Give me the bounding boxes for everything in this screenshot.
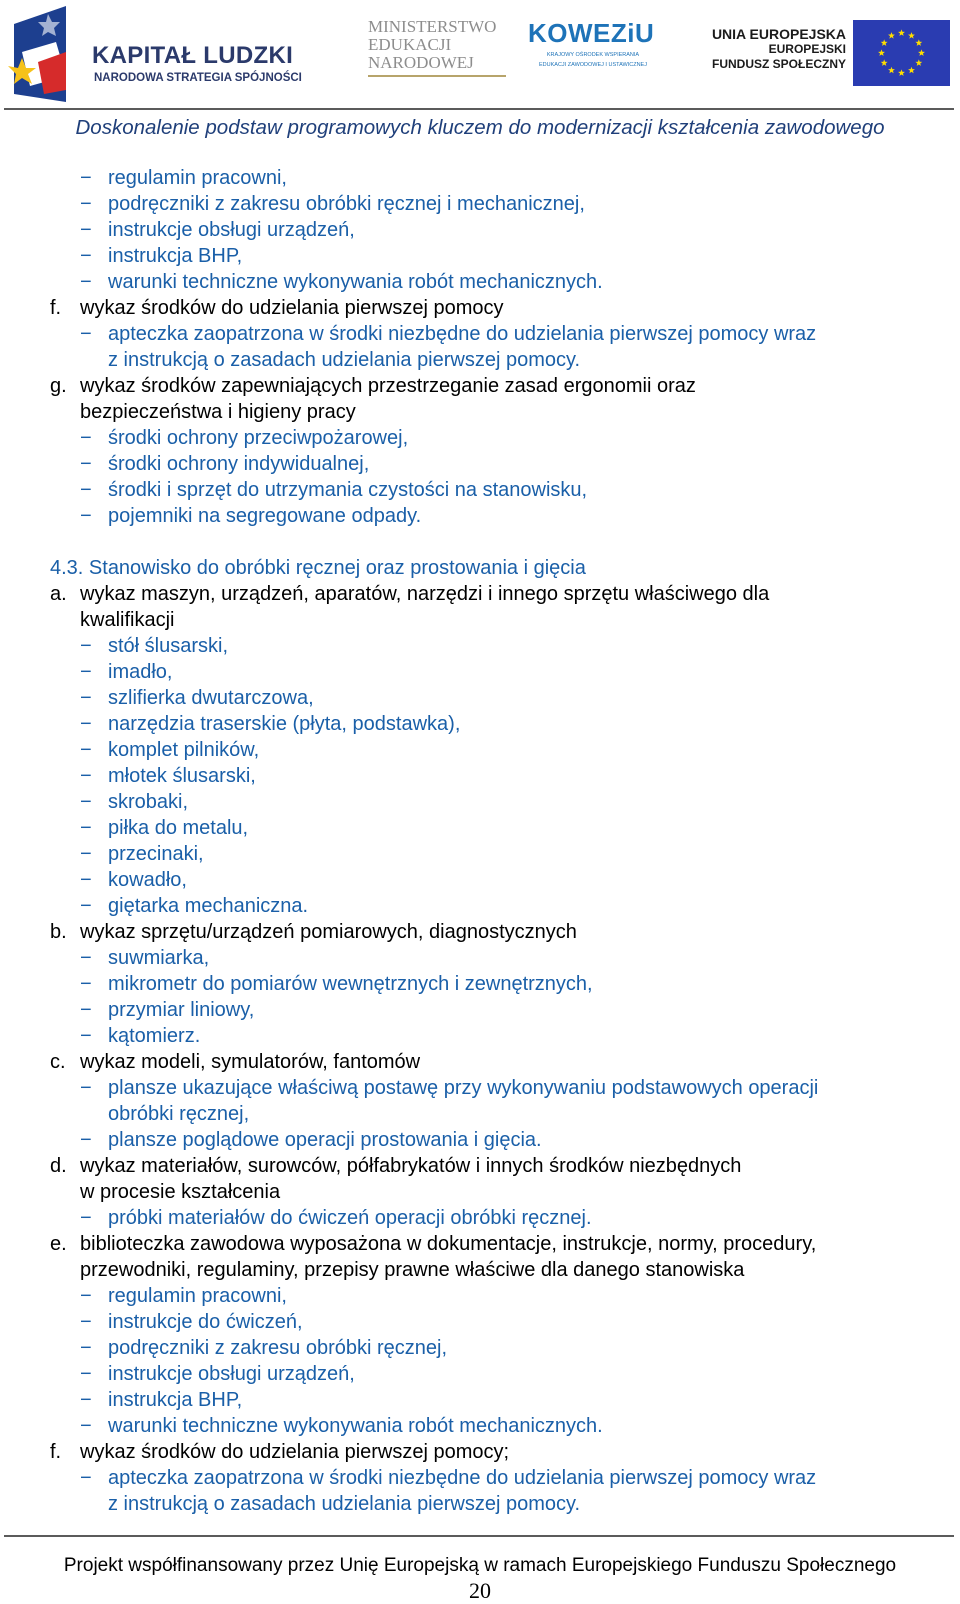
- bullet-text: komplet pilników,: [108, 739, 260, 761]
- section-letter: f.: [50, 1441, 62, 1463]
- section-text: wykaz środków do udzielania pierwszej pomocy: [80, 297, 504, 319]
- bullet-text: suwmiarka,: [108, 947, 210, 969]
- bullet-text: młotek ślusarski,: [108, 765, 256, 787]
- bullet-item: [0, 1309, 960, 1335]
- kapital-ludzki-title: KAPITAŁ LUDZKI: [92, 42, 294, 69]
- bullet-text: przecinaki,: [108, 843, 204, 865]
- dash-bullet-icon: −: [80, 505, 92, 527]
- bullet-text: przymiar liniowy,: [108, 999, 255, 1021]
- subsection-heading: [0, 555, 960, 581]
- document-title: Doskonalenie podstaw programowych kluczem do modernizacji kształcenia zawodowego: [75, 116, 885, 139]
- section-item: [0, 581, 960, 607]
- dash-bullet-icon: −: [80, 713, 92, 735]
- eu-text-2: EUROPEJSKI: [768, 42, 846, 56]
- bullet-text: z instrukcją o zasadach udzielania pierwszej pomocy.: [108, 1493, 581, 1515]
- section-letter: c.: [50, 1051, 66, 1073]
- bullet-item: [0, 841, 960, 867]
- section-text: kwalifikacji: [80, 609, 175, 631]
- dash-bullet-icon: −: [80, 1311, 92, 1333]
- section-item-continuation: [0, 607, 960, 633]
- bullet-text: regulamin pracowni,: [108, 167, 287, 189]
- bullet-item: [0, 191, 960, 217]
- dash-bullet-icon: −: [80, 323, 92, 345]
- section-letter: b.: [50, 921, 67, 943]
- dash-bullet-icon: −: [80, 791, 92, 813]
- section-text: wykaz sprzętu/urządzeń pomiarowych, diagnostycznych: [80, 921, 577, 943]
- page-number: 20: [469, 1578, 491, 1603]
- dash-bullet-icon: −: [80, 973, 92, 995]
- dash-bullet-icon: −: [80, 245, 92, 267]
- section-text: w procesie kształcenia: [80, 1181, 281, 1203]
- dash-bullet-icon: −: [80, 999, 92, 1021]
- footer-rule: [4, 1535, 954, 1537]
- equipment-list: [0, 165, 960, 1517]
- section-item-continuation: [0, 1179, 960, 1205]
- men-line-1: MINISTERSTWO: [368, 17, 497, 36]
- bullet-item: [0, 1023, 960, 1049]
- bullet-item: [0, 1283, 960, 1309]
- bullet-item: [0, 1205, 960, 1231]
- dash-bullet-icon: −: [80, 1415, 92, 1437]
- bullet-text: kowadło,: [108, 869, 187, 891]
- dash-bullet-icon: −: [80, 817, 92, 839]
- dash-bullet-icon: −: [80, 947, 92, 969]
- bullet-item: [0, 685, 960, 711]
- bullet-item: [0, 737, 960, 763]
- bullet-item: [0, 971, 960, 997]
- dash-bullet-icon: −: [80, 895, 92, 917]
- bullet-text: mikrometr do pomiarów wewnętrznych i zewnętrznych,: [108, 973, 593, 995]
- section-item-continuation: [0, 1257, 960, 1283]
- bullet-item: [0, 269, 960, 295]
- bullet-text: skrobaki,: [108, 791, 189, 813]
- bullet-text: instrukcje obsługi urządzeń,: [108, 219, 355, 241]
- bullet-item: [0, 1413, 960, 1439]
- dash-bullet-icon: −: [80, 843, 92, 865]
- section-text: wykaz środków do udzielania pierwszej pomocy;: [80, 1441, 510, 1463]
- header-rule: [4, 108, 954, 110]
- bullet-item: [0, 243, 960, 269]
- bullet-text: stół ślusarski,: [108, 635, 229, 657]
- spacer: [0, 529, 960, 555]
- dash-bullet-icon: −: [80, 193, 92, 215]
- bullet-text: podręczniki z zakresu obróbki ręcznej,: [108, 1337, 448, 1359]
- section-item: [0, 1153, 960, 1179]
- bullet-item-continuation: [0, 347, 960, 373]
- section-text: przewodniki, regulaminy, przepisy prawne właściwe dla danego stanowiska: [80, 1259, 745, 1281]
- bullet-item: [0, 659, 960, 685]
- bullet-text: apteczka zaopatrzona w środki niezbędne do udzielania pierwszej pomocy wraz: [108, 323, 817, 345]
- section-item: [0, 919, 960, 945]
- dash-bullet-icon: −: [80, 1337, 92, 1359]
- bullet-item-continuation: [0, 1101, 960, 1127]
- section-item: [0, 295, 960, 321]
- bullet-text: z instrukcją o zasadach udzielania pierwszej pomocy.: [108, 349, 581, 371]
- bullet-text: podręczniki z zakresu obróbki ręcznej i mechanicznej,: [108, 193, 585, 215]
- dash-bullet-icon: −: [80, 1129, 92, 1151]
- section-text: biblioteczka zawodowa wyposażona w dokumentacje, instrukcje, normy, procedury,: [80, 1233, 817, 1255]
- bullet-text: środki ochrony indywidualnej,: [108, 453, 370, 475]
- section-text: wykaz środków zapewniających przestrzeganie zasad ergonomii oraz: [80, 375, 696, 397]
- bullet-item: [0, 1127, 960, 1153]
- kapital-ludzki-subtitle: NARODOWA STRATEGIA SPÓJNOŚCI: [94, 72, 302, 84]
- bullet-text: środki ochrony przeciwpożarowej,: [108, 427, 409, 449]
- men-line-2: EDUKACJI: [368, 35, 452, 54]
- dash-bullet-icon: −: [80, 739, 92, 761]
- bullet-item: [0, 789, 960, 815]
- dash-bullet-icon: −: [80, 635, 92, 657]
- bullet-text: warunki techniczne wykonywania robót mechanicznych.: [108, 271, 603, 293]
- dash-bullet-icon: −: [80, 1077, 92, 1099]
- dash-bullet-icon: −: [80, 1467, 92, 1489]
- dash-bullet-icon: −: [80, 1389, 92, 1411]
- bullet-item: [0, 711, 960, 737]
- bullet-text: imadło,: [108, 661, 173, 683]
- bullet-item: [0, 1361, 960, 1387]
- bullet-text: regulamin pracowni,: [108, 1285, 287, 1307]
- bullet-item: [0, 893, 960, 919]
- dash-bullet-icon: −: [80, 869, 92, 891]
- bullet-item: [0, 477, 960, 503]
- section-item: [0, 373, 960, 399]
- bullet-text: próbki materiałów do ćwiczeń operacji obróbki ręcznej.: [108, 1207, 592, 1229]
- dash-bullet-icon: −: [80, 1363, 92, 1385]
- bullet-item: [0, 503, 960, 529]
- dash-bullet-icon: −: [80, 167, 92, 189]
- bullet-text: środki i sprzęt do utrzymania czystości na stanowisku,: [108, 479, 588, 501]
- dash-bullet-icon: −: [80, 453, 92, 475]
- bullet-item: [0, 425, 960, 451]
- footer-text: Projekt współfinansowany przez Unię Europejską w ramach Europejskiego Funduszu Społecznego: [63, 1555, 897, 1576]
- bullet-text: narzędzia traserskie (płyta, podstawka),: [108, 713, 461, 735]
- bullet-item: [0, 1335, 960, 1361]
- section-letter: d.: [50, 1155, 67, 1177]
- bullet-item: [0, 1465, 960, 1491]
- koweziu-name: KOWEZiU: [528, 18, 655, 48]
- dash-bullet-icon: −: [80, 427, 92, 449]
- subsection-heading-text: 4.3. Stanowisko do obróbki ręcznej oraz prostowania i gięcia: [50, 557, 586, 579]
- section-letter: e.: [50, 1233, 67, 1255]
- section-text: wykaz maszyn, urządzeń, aparatów, narzędzi i innego sprzętu właściwego dla: [80, 583, 770, 605]
- bullet-text: piłka do metalu,: [108, 817, 249, 839]
- section-text: wykaz modeli, symulatorów, fantomów: [80, 1051, 421, 1073]
- men-underline: [368, 75, 506, 77]
- bullet-item: [0, 763, 960, 789]
- bullet-text: obróbki ręcznej,: [108, 1103, 250, 1125]
- dash-bullet-icon: −: [80, 1285, 92, 1307]
- dash-bullet-icon: −: [80, 271, 92, 293]
- bullet-text: instrukcje obsługi urządzeń,: [108, 1363, 355, 1385]
- koweziu-sub-1: KRAJOWY OŚRODEK WSPIERANIA: [546, 52, 640, 58]
- dash-bullet-icon: −: [80, 765, 92, 787]
- bullet-text: pojemniki na segregowane odpady.: [108, 505, 422, 527]
- bullet-text: plansze ukazujące właściwą postawę przy wykonywaniu podstawowych operacji: [108, 1077, 819, 1099]
- bullet-item: [0, 1075, 960, 1101]
- section-letter: g.: [50, 375, 67, 397]
- bullet-text: giętarka mechaniczna.: [108, 895, 309, 917]
- bullet-item: [0, 451, 960, 477]
- bullet-item-continuation: [0, 1491, 960, 1517]
- section-item: [0, 1049, 960, 1075]
- eu-flag-icon: [853, 20, 950, 86]
- bullet-text: apteczka zaopatrzona w środki niezbędne do udzielania pierwszej pomocy wraz: [108, 1467, 817, 1489]
- bullet-item: [0, 1387, 960, 1413]
- dash-bullet-icon: −: [80, 479, 92, 501]
- men-line-3: NARODOWEJ: [368, 53, 474, 72]
- dash-bullet-icon: −: [80, 1207, 92, 1229]
- dash-bullet-icon: −: [80, 1025, 92, 1047]
- koweziu-sub-2: EDUKACJI ZAWODOWEJ I USTAWICZNEJ: [539, 62, 647, 68]
- dash-bullet-icon: −: [80, 661, 92, 683]
- koweziu-logo: [528, 18, 658, 88]
- kapital-ludzki-logo: [8, 6, 308, 102]
- eu-efs-logo-text: [706, 26, 846, 72]
- bullet-text: szlifierka dwutarczowa,: [108, 687, 314, 709]
- bullet-text: kątomierz.: [108, 1025, 201, 1047]
- section-item: [0, 1231, 960, 1257]
- bullet-item: [0, 815, 960, 841]
- dash-bullet-icon: −: [80, 219, 92, 241]
- bullet-item: [0, 633, 960, 659]
- section-text: wykaz materiałów, surowców, półfabrykatów i innych środków niezbędnych: [80, 1155, 742, 1177]
- partner-logos: [0, 0, 960, 108]
- eu-text-3: FUNDUSZ SPOŁECZNY: [711, 57, 846, 71]
- men-logo: [368, 18, 513, 77]
- eu-text-1: UNIA EUROPEJSKA: [711, 26, 846, 42]
- section-text: bezpieczeństwa i higieny pracy: [80, 401, 356, 423]
- section-item: [0, 1439, 960, 1465]
- bullet-item: [0, 997, 960, 1023]
- kapital-ludzki-star-icon: [8, 6, 78, 102]
- dash-bullet-icon: −: [80, 687, 92, 709]
- section-item-continuation: [0, 399, 960, 425]
- bullet-item: [0, 321, 960, 347]
- bullet-item: [0, 945, 960, 971]
- bullet-item: [0, 867, 960, 893]
- section-letter: a.: [50, 583, 67, 605]
- bullet-text: warunki techniczne wykonywania robót mechanicznych.: [108, 1415, 603, 1437]
- bullet-text: instrukcje do ćwiczeń,: [108, 1311, 303, 1333]
- bullet-item: [0, 165, 960, 191]
- section-letter: f.: [50, 297, 62, 319]
- bullet-text: plansze poglądowe operacji prostowania i gięcia.: [108, 1129, 542, 1151]
- bullet-item: [0, 217, 960, 243]
- bullet-text: instrukcja BHP,: [108, 245, 243, 267]
- bullet-text: instrukcja BHP,: [108, 1389, 243, 1411]
